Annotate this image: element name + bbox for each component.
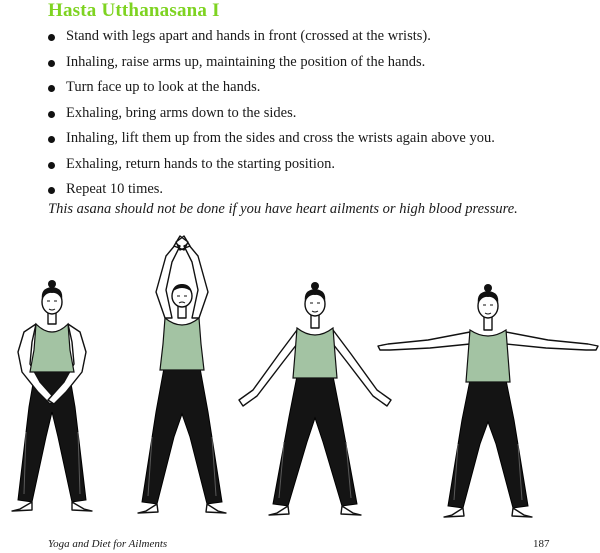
list-item [48,152,588,178]
list-item [48,50,588,76]
figure-arms-raised-overhead [138,236,226,513]
figure-arms-down-to-sides [239,282,391,515]
figure-arms-out-sideways [378,284,598,517]
step-text: Exhaling, return hands to the starting position. [66,155,336,172]
bullet-icon [48,34,55,41]
figure-hands-crossed-front [12,280,92,511]
bullet-icon [48,187,55,194]
book-title: Yoga and Diet for Ailments [48,538,168,550]
bullet-icon [48,111,55,118]
list-item [48,126,588,152]
list-item [48,24,588,50]
bullet-icon [48,85,55,92]
bullet-icon [48,136,55,143]
bullet-icon [48,60,55,67]
caution-note: This asana should not be done if you have heart ailments or high blood pressure. [48,201,518,217]
list-item [48,75,588,101]
bullet-icon [48,162,55,169]
step-text: Inhaling, lift them up from the sides and cross the wrists again above you. [66,130,495,146]
step-text: Turn face up to look at the hands. [66,79,261,95]
step-text: Repeat 10 times. [66,181,164,197]
step-text: Stand with legs apart and hands in front (crossed at the wrists). [66,28,431,44]
instruction-list [48,24,588,203]
page-title: Hasta Utthanasana I [48,0,220,21]
step-text: Exhaling, bring arms down to the sides. [66,104,297,121]
step-text: Inhaling, raise arms up, maintaining the position of the hands. [66,53,426,70]
list-item [48,177,588,203]
page-number: 187 [533,538,550,550]
list-item [48,101,588,127]
pose-illustrations [0,232,600,532]
